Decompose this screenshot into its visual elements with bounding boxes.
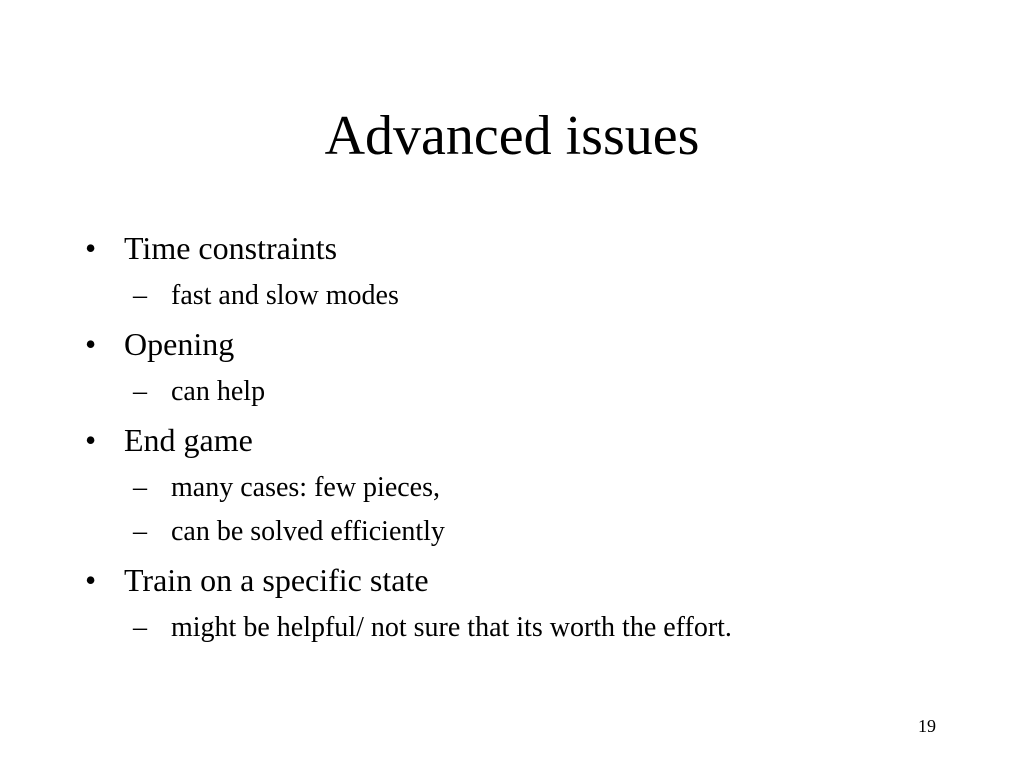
sub-bullet-text: many cases: few pieces, xyxy=(171,472,440,503)
sub-bullet-marker: – xyxy=(133,516,147,547)
sub-bullet-item xyxy=(0,514,1024,558)
bullet-item xyxy=(0,226,1024,278)
page-number: 19 xyxy=(918,716,936,736)
sub-bullet-item xyxy=(0,610,1024,654)
sub-bullet-marker: – xyxy=(133,376,147,407)
bullet-marker: • xyxy=(85,326,97,362)
bullet-text: Opening xyxy=(124,326,235,362)
sub-bullet-marker: – xyxy=(133,612,147,643)
sub-bullet-text: fast and slow modes xyxy=(171,280,399,311)
sub-bullet-item xyxy=(0,374,1024,418)
bullet-marker: • xyxy=(85,562,97,598)
bullet-marker: • xyxy=(85,422,97,458)
bullet-text: Train on a specific state xyxy=(124,562,429,598)
bullet-item xyxy=(0,558,1024,610)
sub-bullet-text: might be helpful/ not sure that its worth the effort. xyxy=(171,612,732,643)
bullet-text: Time constraints xyxy=(124,230,338,266)
sub-bullet-text: can help xyxy=(171,376,266,407)
sub-bullet-item xyxy=(0,278,1024,322)
bullet-list xyxy=(0,226,1024,654)
sub-bullet-item xyxy=(0,470,1024,514)
bullet-text: End game xyxy=(124,422,253,458)
sub-bullet-text: can be solved efficiently xyxy=(171,516,445,547)
bullet-marker: • xyxy=(85,230,97,266)
sub-bullet-marker: – xyxy=(133,280,147,311)
bullet-item xyxy=(0,322,1024,374)
slide-title: Advanced issues xyxy=(324,105,700,167)
bullet-item xyxy=(0,418,1024,470)
sub-bullet-marker: – xyxy=(133,472,147,503)
